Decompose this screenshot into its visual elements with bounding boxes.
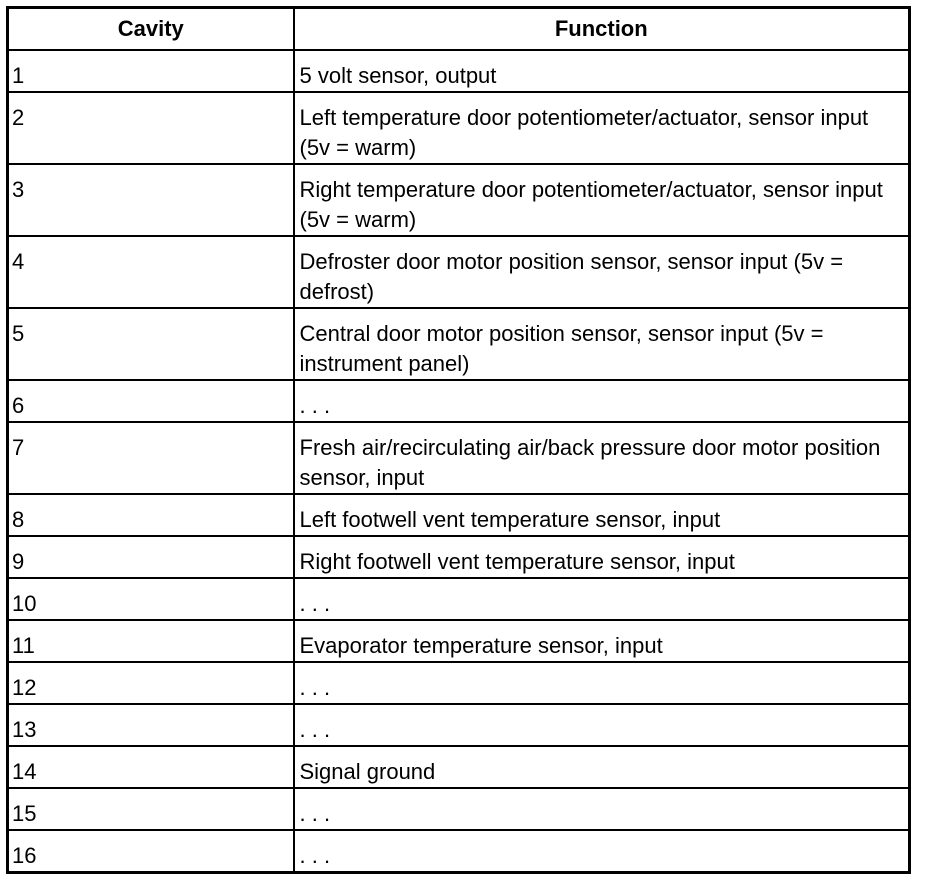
cavity-cell: 2 — [8, 92, 294, 164]
cavity-cell: 3 — [8, 164, 294, 236]
table-row — [8, 536, 910, 578]
table-row — [8, 494, 910, 536]
table-row — [8, 662, 910, 704]
cavity-cell: 9 — [8, 536, 294, 578]
cavity-cell: 13 — [8, 704, 294, 746]
cavity-cell: 7 — [8, 422, 294, 494]
table-row — [8, 92, 910, 164]
connector-pinout-table — [6, 6, 911, 874]
table-row — [8, 578, 910, 620]
table-row — [8, 620, 910, 662]
cavity-cell: 1 — [8, 50, 294, 92]
cavity-cell: 10 — [8, 578, 294, 620]
table-row — [8, 746, 910, 788]
table-row — [8, 308, 910, 380]
header-cavity: Cavity — [8, 8, 294, 51]
function-cell: Defroster door motor position sensor, sensor input (5v = defrost) — [294, 236, 910, 308]
function-cell: . . . — [294, 380, 910, 422]
function-cell: . . . — [294, 788, 910, 830]
cavity-cell: 15 — [8, 788, 294, 830]
function-cell: Signal ground — [294, 746, 910, 788]
table-row — [8, 704, 910, 746]
table-row — [8, 50, 910, 92]
function-cell: . . . — [294, 662, 910, 704]
table-row — [8, 830, 910, 873]
table-row — [8, 236, 910, 308]
cavity-cell: 8 — [8, 494, 294, 536]
function-cell: Right temperature door potentiometer/actuator, sensor input (5v = warm) — [294, 164, 910, 236]
cavity-cell: 14 — [8, 746, 294, 788]
cavity-cell: 16 — [8, 830, 294, 873]
table-row — [8, 788, 910, 830]
function-cell: 5 volt sensor, output — [294, 50, 910, 92]
function-cell: Central door motor position sensor, sensor input (5v = instrument panel) — [294, 308, 910, 380]
table-row — [8, 422, 910, 494]
table-row — [8, 164, 910, 236]
cavity-cell: 5 — [8, 308, 294, 380]
cavity-cell: 4 — [8, 236, 294, 308]
function-cell: . . . — [294, 704, 910, 746]
function-cell: . . . — [294, 578, 910, 620]
header-function: Function — [294, 8, 910, 51]
cavity-cell: 12 — [8, 662, 294, 704]
cavity-cell: 6 — [8, 380, 294, 422]
function-cell: Fresh air/recirculating air/back pressure door motor position sensor, input — [294, 422, 910, 494]
table-row — [8, 380, 910, 422]
function-cell: Left footwell vent temperature sensor, input — [294, 494, 910, 536]
cavity-cell: 11 — [8, 620, 294, 662]
function-cell: Evaporator temperature sensor, input — [294, 620, 910, 662]
header-row — [8, 8, 910, 51]
function-cell: Left temperature door potentiometer/actuator, sensor input (5v = warm) — [294, 92, 910, 164]
function-cell: . . . — [294, 830, 910, 873]
function-cell: Right footwell vent temperature sensor, input — [294, 536, 910, 578]
